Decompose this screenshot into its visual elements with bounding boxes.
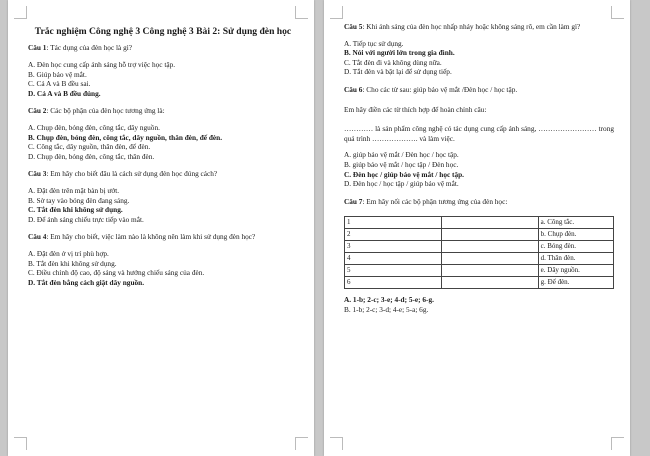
answer-option: D. Tắt đèn và bật lại để sử dụng tiếp. [344, 67, 452, 77]
question-2 [28, 106, 298, 116]
question-label: Câu 1 [28, 43, 47, 53]
question-label: Câu 4 [28, 232, 47, 242]
answer-option: C. Điều chỉnh độ cao, độ sáng và hướng chiếu sáng của đèn. [28, 268, 205, 278]
question-7 [344, 197, 614, 207]
answer-list [344, 39, 614, 77]
fill-in-sentence: ………… là sản phẩm công nghệ có tác dụng cung cấp ánh sáng, …………………… trong quá trình ………………. và làm việc. [344, 124, 614, 143]
answer-option-correct: B. Nói với người lớn trong gia đình. [344, 48, 455, 58]
question-label: Câu 6 [344, 84, 363, 94]
document-title: Trắc nghiệm Công nghệ 3 Công nghệ 3 Bài 2: Sử dụng đèn học [34, 26, 292, 37]
answer-option-correct: C. Tắt đèn khi không sử dụng. [28, 205, 123, 215]
answer-option: C. Công tắc, dây nguồn, thân đèn, đế đèn. [28, 142, 151, 152]
blank-cell [441, 265, 538, 277]
question-text: : Cho các từ sau: giúp bảo vệ mắt /Đèn học / học tập. [362, 84, 518, 94]
row-number: 6 [345, 277, 442, 289]
blank-cell [441, 229, 538, 241]
crop-mark [330, 6, 343, 19]
question-label: Câu 2 [28, 106, 47, 116]
answer-option: D. Để ánh sáng chiếu trực tiếp vào mắt. [28, 214, 144, 224]
page-content [344, 22, 614, 315]
table-row [345, 241, 614, 253]
table-row [345, 253, 614, 265]
blank-cell [441, 277, 538, 289]
answer-list [28, 249, 298, 287]
question-text: : Em hãy nối các bộ phận tương ứng của đèn học: [362, 196, 508, 206]
answer-option-correct: B. Chụp đèn, bóng đèn, công tắc, dây nguồn, thân đèn, đế đèn. [28, 132, 223, 142]
answer-list [344, 295, 614, 314]
crop-mark [611, 6, 624, 19]
page-content [28, 26, 298, 295]
answer-option: B. Tắt đèn khi không sử dụng. [28, 258, 117, 268]
question-text: : Tác dụng của đèn học là gì? [46, 43, 133, 53]
question-5 [344, 22, 614, 32]
row-number: 5 [345, 265, 442, 277]
row-number: 2 [345, 229, 442, 241]
question-text: : Các bộ phận của đèn học tương ứng là: [46, 106, 165, 116]
question-text: : Khi ánh sáng của đèn học nhấp nháy hoặc không sáng rõ, em cần làm gì? [362, 22, 581, 31]
answer-option: A. Đặt đèn ở vị trí phù hợp. [28, 248, 109, 258]
table-row [345, 217, 614, 229]
answer-option: A. Chụp đèn, bóng đèn, công tắc, dây nguồn. [28, 122, 160, 132]
answer-option-correct: C. Đèn học / giúp bảo vệ mắt / học tập. [344, 169, 464, 179]
answer-option: A. giúp bảo vệ mắt / Đèn học / học tập. [344, 150, 459, 160]
part-name: e. Dây nguồn. [538, 265, 613, 277]
question-label: Câu 7 [344, 196, 363, 206]
table-row [345, 265, 614, 277]
blank-cell [441, 253, 538, 265]
row-number: 1 [345, 217, 442, 229]
answer-option: D. Chụp đèn, bóng đèn, công tắc, thân đèn. [28, 151, 155, 161]
answer-option: D. Đèn học / học tập / giúp bảo vệ mắt. [344, 179, 459, 189]
answer-option: A. Đặt đèn trên mặt bàn bị ướt. [28, 185, 120, 195]
row-number: 3 [345, 241, 442, 253]
question-label: Câu 5 [344, 22, 363, 31]
answer-list [28, 123, 298, 161]
answer-option: B. giúp bảo vệ mắt / học tập / Đèn học. [344, 159, 459, 169]
table-row [345, 229, 614, 241]
crop-mark [330, 437, 343, 450]
answer-option-correct: D. Cả A và B đều đúng. [28, 88, 101, 98]
question-3 [28, 169, 298, 179]
crop-mark [611, 437, 624, 450]
document-page-right [324, 0, 630, 456]
answer-list [28, 186, 298, 224]
crop-mark [14, 6, 27, 19]
blank-cell [441, 241, 538, 253]
question-label: Câu 3 [28, 169, 47, 179]
question-list [28, 43, 298, 295]
matching-table [344, 216, 614, 289]
part-name: b. Chụp đèn. [538, 229, 613, 241]
answer-option: B. 1-b; 2-c; 3-d; 4-e; 5-a; 6g. [344, 304, 429, 314]
question-6-instruction: Em hãy điền các từ thích hợp để hoàn chỉnh câu: [344, 104, 487, 114]
answer-option: C. Tắt đèn đi và không dùng nữa. [344, 57, 442, 67]
row-number: 4 [345, 253, 442, 265]
blank-cell [441, 217, 538, 229]
answer-option: B. Sờ tay vào bóng đèn đang sáng. [28, 195, 130, 205]
answer-option: A. Tiếp tục sử dụng. [344, 38, 404, 48]
question-1 [28, 43, 298, 53]
question-6 [344, 85, 614, 95]
answer-option: A. Đèn học cung cấp ánh sáng hỗ trợ việc học tập. [28, 60, 176, 69]
part-name: a. Công tắc. [538, 217, 613, 229]
crop-mark [14, 437, 27, 450]
table-row [345, 277, 614, 289]
answer-option: C. Cả A và B đều sai. [28, 79, 91, 89]
answer-option-correct: D. Tắt đèn bằng cách giật dây nguồn. [28, 277, 145, 287]
crop-mark [295, 6, 308, 19]
answer-option-correct: A. 1-b; 2-c; 3-e; 4-d; 5-e; 6-g. [344, 295, 434, 305]
answer-list [28, 60, 298, 98]
question-text: : Em hãy cho biết đâu là cách sử dụng đèn học đúng cách? [46, 169, 218, 179]
question-text: : Em hãy cho biết, việc làm nào là không nên làm khi sử dụng đèn học? [46, 232, 256, 242]
answer-option: B. Giúp bảo vệ mắt. [28, 69, 87, 79]
part-name: c. Bóng đèn. [538, 241, 613, 253]
part-name: d. Thân đèn. [538, 253, 613, 265]
answer-list [344, 150, 614, 188]
document-page-left [8, 0, 314, 456]
crop-mark [295, 437, 308, 450]
part-name: g. Đế đèn. [538, 277, 613, 289]
question-4 [28, 232, 298, 242]
